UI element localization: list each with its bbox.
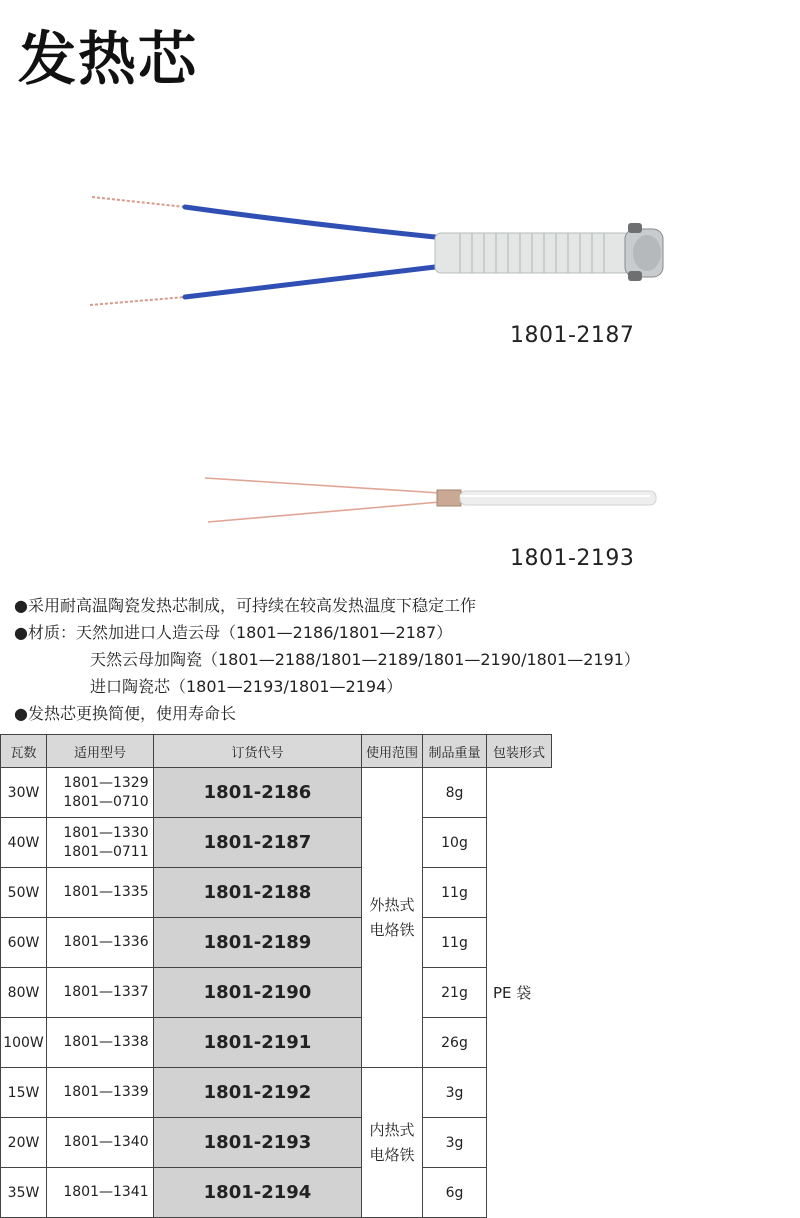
watt-cell: 80W (1, 968, 47, 1018)
header-weight: 制品重量 (423, 735, 487, 768)
table-row (1, 968, 552, 1018)
feature-item: 进口陶瓷芯（1801—2193/1801—2194） (90, 677, 403, 696)
model-cell: 1801—1339 (47, 1068, 154, 1118)
feature-item: 天然云母加陶瓷（1801—2188/1801—2189/1801—2190/1801—2191） (90, 650, 640, 669)
weight-cell: 26g (423, 1018, 487, 1068)
order-code-cell: 1801-2188 (154, 868, 362, 918)
order-code-cell: 1801-2193 (154, 1118, 362, 1168)
weight-cell: 11g (423, 918, 487, 968)
spec-table (0, 734, 552, 1218)
range-line: 电烙铁 (369, 1145, 415, 1164)
header-watt: 瓦数 (1, 735, 47, 768)
weight-cell: 6g (423, 1168, 487, 1218)
header-range: 使用范围 (362, 735, 423, 768)
range-line: 内热式 (369, 1120, 415, 1139)
watt-cell: 100W (1, 1018, 47, 1068)
product-code-label: 1801-2193 (510, 546, 635, 571)
page-title: 发热芯 (18, 25, 199, 93)
table-row (1, 1018, 552, 1068)
feature-item: ●发热芯更换简便，使用寿命长 (14, 704, 236, 723)
model-value: 1801—1330 (63, 824, 149, 841)
range-cell (362, 1068, 423, 1218)
packaging-cell: PE 袋 (493, 984, 532, 1003)
feature-item: ●采用耐高温陶瓷发热芯制成，可持续在较高发热温度下稳定工作 (14, 596, 476, 615)
weight-cell: 11g (423, 868, 487, 918)
model-cell: 1801—1340 (47, 1118, 154, 1168)
watt-cell: 50W (1, 868, 47, 918)
product-code-label: 1801-2187 (510, 323, 635, 348)
weight-cell: 10g (423, 818, 487, 868)
model-cell (47, 768, 154, 818)
order-code-cell: 1801-2187 (154, 818, 362, 868)
model-cell: 1801—1338 (47, 1018, 154, 1068)
heating-core-external-image (0, 175, 800, 315)
model-cell: 1801—1337 (47, 968, 154, 1018)
range-line: 外热式 (369, 895, 415, 914)
table-row (1, 1168, 552, 1218)
header-order-code: 订货代号 (154, 735, 362, 768)
table-row (1, 1068, 552, 1118)
order-code-cell: 1801-2191 (154, 1018, 362, 1068)
table-row (1, 918, 552, 968)
order-code-cell: 1801-2194 (154, 1168, 362, 1218)
table-row (1, 818, 552, 868)
header-packaging: 包装形式 (487, 735, 552, 768)
watt-cell: 35W (1, 1168, 47, 1218)
weight-cell: 3g (423, 1118, 487, 1168)
watt-cell: 40W (1, 818, 47, 868)
order-code-cell: 1801-2186 (154, 768, 362, 818)
order-code-cell: 1801-2190 (154, 968, 362, 1018)
model-value: 1801—1329 (63, 774, 149, 791)
model-cell (47, 818, 154, 868)
watt-cell: 30W (1, 768, 47, 818)
range-cell (362, 768, 423, 1068)
range-line: 电烙铁 (369, 920, 415, 939)
watt-cell: 60W (1, 918, 47, 968)
table-row (1, 1118, 552, 1168)
model-value: 1801—0710 (63, 793, 149, 810)
order-code-cell: 1801-2192 (154, 1068, 362, 1118)
feature-list (14, 592, 640, 727)
model-cell: 1801—1335 (47, 868, 154, 918)
feature-item: ●材质：天然加进口人造云母（1801—2186/1801—2187） (14, 623, 453, 642)
weight-cell: 8g (423, 768, 487, 818)
watt-cell: 15W (1, 1068, 47, 1118)
model-cell: 1801—1341 (47, 1168, 154, 1218)
table-header-row (1, 735, 552, 768)
order-code-cell: 1801-2189 (154, 918, 362, 968)
watt-cell: 20W (1, 1118, 47, 1168)
weight-cell: 3g (423, 1068, 487, 1118)
model-value: 1801—0711 (63, 843, 149, 860)
model-cell: 1801—1336 (47, 918, 154, 968)
header-model: 适用型号 (47, 735, 154, 768)
table-row (1, 768, 552, 818)
weight-cell: 21g (423, 968, 487, 1018)
table-row (1, 868, 552, 918)
heating-core-internal-image (0, 460, 800, 540)
